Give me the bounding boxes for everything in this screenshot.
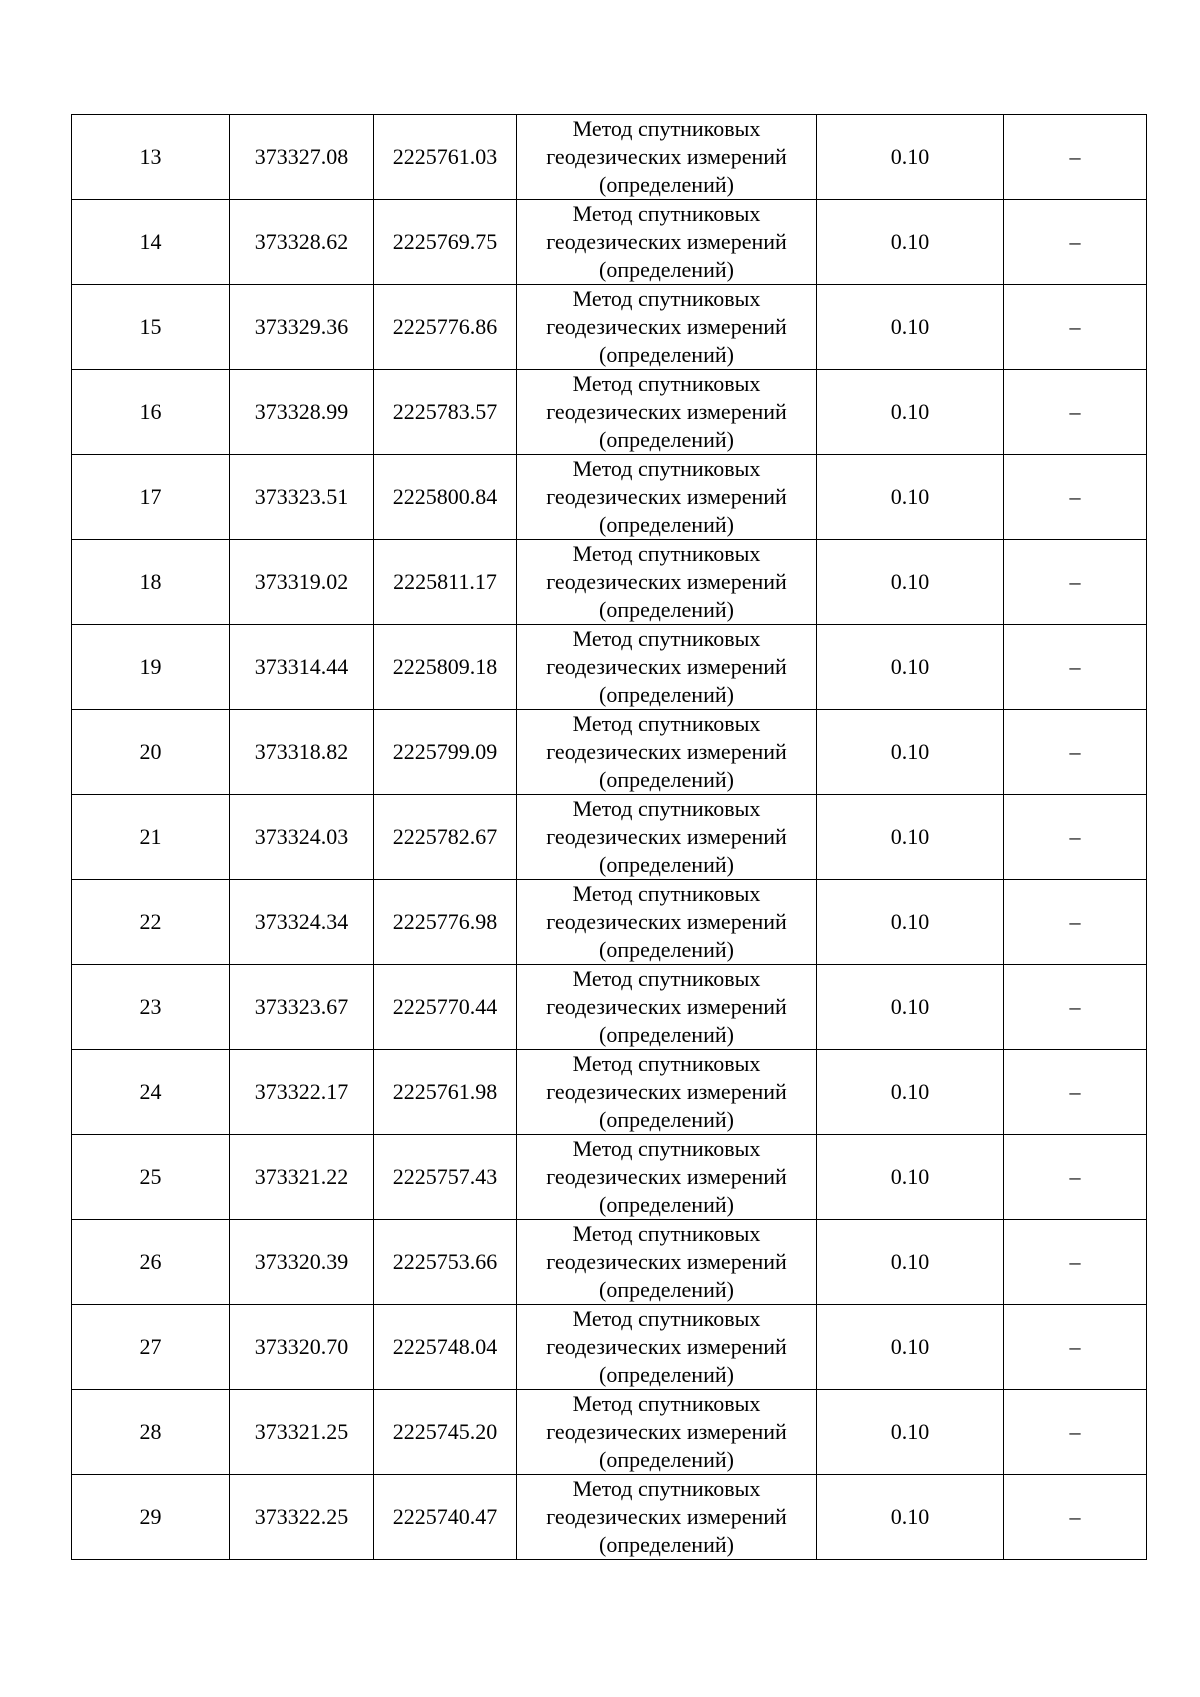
note-cell: – bbox=[1004, 1135, 1147, 1220]
method-text-line: геодезических измерений bbox=[546, 569, 787, 594]
method-text-line: (определений) bbox=[599, 852, 734, 877]
method-text-line: Метод спутниковых bbox=[572, 711, 761, 736]
point-number-cell: 27 bbox=[72, 1305, 230, 1390]
method-text-line: Метод спутниковых bbox=[572, 1306, 761, 1331]
method-cell bbox=[517, 965, 817, 1050]
point-number-cell: 17 bbox=[72, 455, 230, 540]
method-text-line: (определений) bbox=[599, 1362, 734, 1387]
accuracy-cell: 0.10 bbox=[817, 710, 1004, 795]
method-text-line: (определений) bbox=[599, 1532, 734, 1557]
table-row bbox=[72, 200, 1147, 285]
table-row bbox=[72, 1305, 1147, 1390]
coordinate-y-cell: 2225809.18 bbox=[374, 625, 517, 710]
table-row bbox=[72, 1220, 1147, 1305]
method-cell bbox=[517, 625, 817, 710]
note-cell: – bbox=[1004, 965, 1147, 1050]
note-cell: – bbox=[1004, 1305, 1147, 1390]
method-text-line: Метод спутниковых bbox=[572, 116, 761, 141]
method-text-line: геодезических измерений bbox=[546, 1249, 787, 1274]
method-text-line: (определений) bbox=[599, 1192, 734, 1217]
method-text-line: (определений) bbox=[599, 427, 734, 452]
method-text-line: геодезических измерений bbox=[546, 824, 787, 849]
method-text-line: Метод спутниковых bbox=[572, 201, 761, 226]
method-cell bbox=[517, 540, 817, 625]
method-text-line: (определений) bbox=[599, 682, 734, 707]
table-row bbox=[72, 710, 1147, 795]
accuracy-cell: 0.10 bbox=[817, 1220, 1004, 1305]
accuracy-cell: 0.10 bbox=[817, 625, 1004, 710]
method-text-line: Метод спутниковых bbox=[572, 1136, 761, 1161]
table-row bbox=[72, 540, 1147, 625]
coordinate-x-cell: 373323.51 bbox=[230, 455, 374, 540]
method-text-line: Метод спутниковых bbox=[572, 456, 761, 481]
method-cell bbox=[517, 1305, 817, 1390]
point-number-cell: 16 bbox=[72, 370, 230, 455]
method-text-line: Метод спутниковых bbox=[572, 881, 761, 906]
note-cell: – bbox=[1004, 285, 1147, 370]
coordinate-y-cell: 2225799.09 bbox=[374, 710, 517, 795]
method-cell bbox=[517, 795, 817, 880]
method-text-line: Метод спутниковых bbox=[572, 1391, 761, 1416]
coordinate-x-cell: 373324.03 bbox=[230, 795, 374, 880]
note-cell: – bbox=[1004, 795, 1147, 880]
accuracy-cell: 0.10 bbox=[817, 285, 1004, 370]
method-cell bbox=[517, 115, 817, 200]
coordinate-x-cell: 373318.82 bbox=[230, 710, 374, 795]
method-cell bbox=[517, 455, 817, 540]
coordinate-y-cell: 2225811.17 bbox=[374, 540, 517, 625]
point-number-cell: 18 bbox=[72, 540, 230, 625]
accuracy-cell: 0.10 bbox=[817, 1135, 1004, 1220]
method-text-line: Метод спутниковых bbox=[572, 626, 761, 651]
coordinate-y-cell: 2225770.44 bbox=[374, 965, 517, 1050]
point-number-cell: 19 bbox=[72, 625, 230, 710]
point-number-cell: 14 bbox=[72, 200, 230, 285]
method-text-line: (определений) bbox=[599, 1277, 734, 1302]
method-cell bbox=[517, 710, 817, 795]
method-cell bbox=[517, 285, 817, 370]
table-row bbox=[72, 115, 1147, 200]
method-text-line: Метод спутниковых bbox=[572, 796, 761, 821]
coordinate-x-cell: 373322.17 bbox=[230, 1050, 374, 1135]
method-cell bbox=[517, 1050, 817, 1135]
method-text-line: (определений) bbox=[599, 767, 734, 792]
accuracy-cell: 0.10 bbox=[817, 795, 1004, 880]
method-text-line: (определений) bbox=[599, 1447, 734, 1472]
coordinate-x-cell: 373327.08 bbox=[230, 115, 374, 200]
note-cell: – bbox=[1004, 1475, 1147, 1560]
method-text-line: геодезических измерений bbox=[546, 739, 787, 764]
point-number-cell: 15 bbox=[72, 285, 230, 370]
method-text-line: (определений) bbox=[599, 257, 734, 282]
coordinate-x-cell: 373320.70 bbox=[230, 1305, 374, 1390]
accuracy-cell: 0.10 bbox=[817, 1050, 1004, 1135]
note-cell: – bbox=[1004, 200, 1147, 285]
coordinate-x-cell: 373314.44 bbox=[230, 625, 374, 710]
method-text-line: Метод спутниковых bbox=[572, 286, 761, 311]
coordinate-x-cell: 373329.36 bbox=[230, 285, 374, 370]
table-row bbox=[72, 625, 1147, 710]
coordinate-y-cell: 2225769.75 bbox=[374, 200, 517, 285]
method-text-line: геодезических измерений bbox=[546, 1504, 787, 1529]
coordinate-x-cell: 373319.02 bbox=[230, 540, 374, 625]
note-cell: – bbox=[1004, 455, 1147, 540]
method-text-line: геодезических измерений bbox=[546, 1079, 787, 1104]
method-cell bbox=[517, 200, 817, 285]
point-number-cell: 24 bbox=[72, 1050, 230, 1135]
method-text-line: Метод спутниковых bbox=[572, 1476, 761, 1501]
point-number-cell: 22 bbox=[72, 880, 230, 965]
coordinate-x-cell: 373328.99 bbox=[230, 370, 374, 455]
method-cell bbox=[517, 880, 817, 965]
coordinate-x-cell: 373323.67 bbox=[230, 965, 374, 1050]
coordinate-y-cell: 2225783.57 bbox=[374, 370, 517, 455]
coordinate-x-cell: 373321.22 bbox=[230, 1135, 374, 1220]
coordinate-y-cell: 2225753.66 bbox=[374, 1220, 517, 1305]
table-row bbox=[72, 370, 1147, 455]
coordinate-y-cell: 2225776.86 bbox=[374, 285, 517, 370]
method-text-line: (определений) bbox=[599, 342, 734, 367]
table-row bbox=[72, 1475, 1147, 1560]
accuracy-cell: 0.10 bbox=[817, 540, 1004, 625]
point-number-cell: 25 bbox=[72, 1135, 230, 1220]
method-cell bbox=[517, 1135, 817, 1220]
accuracy-cell: 0.10 bbox=[817, 965, 1004, 1050]
point-number-cell: 29 bbox=[72, 1475, 230, 1560]
method-text-line: Метод спутниковых bbox=[572, 1051, 761, 1076]
coordinate-x-cell: 373320.39 bbox=[230, 1220, 374, 1305]
method-cell bbox=[517, 1220, 817, 1305]
coordinate-x-cell: 373322.25 bbox=[230, 1475, 374, 1560]
method-cell bbox=[517, 1390, 817, 1475]
table-row bbox=[72, 795, 1147, 880]
table-body bbox=[72, 115, 1147, 1560]
method-text-line: (определений) bbox=[599, 597, 734, 622]
table-row bbox=[72, 285, 1147, 370]
coordinate-y-cell: 2225761.03 bbox=[374, 115, 517, 200]
method-text-line: Метод спутниковых bbox=[572, 541, 761, 566]
accuracy-cell: 0.10 bbox=[817, 200, 1004, 285]
method-text-line: (определений) bbox=[599, 1107, 734, 1132]
coordinate-y-cell: 2225757.43 bbox=[374, 1135, 517, 1220]
method-text-line: геодезических измерений bbox=[546, 994, 787, 1019]
coordinate-y-cell: 2225782.67 bbox=[374, 795, 517, 880]
method-text-line: геодезических измерений bbox=[546, 144, 787, 169]
accuracy-cell: 0.10 bbox=[817, 880, 1004, 965]
coordinate-y-cell: 2225761.98 bbox=[374, 1050, 517, 1135]
note-cell: – bbox=[1004, 115, 1147, 200]
note-cell: – bbox=[1004, 540, 1147, 625]
accuracy-cell: 0.10 bbox=[817, 1305, 1004, 1390]
accuracy-cell: 0.10 bbox=[817, 115, 1004, 200]
method-text-line: геодезических измерений bbox=[546, 654, 787, 679]
note-cell: – bbox=[1004, 1050, 1147, 1135]
note-cell: – bbox=[1004, 370, 1147, 455]
note-cell: – bbox=[1004, 710, 1147, 795]
table-row bbox=[72, 1135, 1147, 1220]
method-text-line: (определений) bbox=[599, 512, 734, 537]
method-cell bbox=[517, 1475, 817, 1560]
method-text-line: геодезических измерений bbox=[546, 399, 787, 424]
table-row bbox=[72, 455, 1147, 540]
coordinate-y-cell: 2225745.20 bbox=[374, 1390, 517, 1475]
coordinate-x-cell: 373328.62 bbox=[230, 200, 374, 285]
point-number-cell: 13 bbox=[72, 115, 230, 200]
method-text-line: (определений) bbox=[599, 937, 734, 962]
accuracy-cell: 0.10 bbox=[817, 370, 1004, 455]
method-text-line: геодезических измерений bbox=[546, 1164, 787, 1189]
accuracy-cell: 0.10 bbox=[817, 455, 1004, 540]
coordinates-table bbox=[71, 114, 1147, 1560]
method-cell bbox=[517, 370, 817, 455]
coordinate-y-cell: 2225800.84 bbox=[374, 455, 517, 540]
method-text-line: геодезических измерений bbox=[546, 484, 787, 509]
method-text-line: (определений) bbox=[599, 172, 734, 197]
point-number-cell: 23 bbox=[72, 965, 230, 1050]
method-text-line: геодезических измерений bbox=[546, 1419, 787, 1444]
method-text-line: Метод спутниковых bbox=[572, 371, 761, 396]
accuracy-cell: 0.10 bbox=[817, 1390, 1004, 1475]
point-number-cell: 28 bbox=[72, 1390, 230, 1475]
method-text-line: геодезических измерений bbox=[546, 229, 787, 254]
method-text-line: геодезических измерений bbox=[546, 909, 787, 934]
note-cell: – bbox=[1004, 625, 1147, 710]
coordinate-x-cell: 373324.34 bbox=[230, 880, 374, 965]
coordinate-y-cell: 2225748.04 bbox=[374, 1305, 517, 1390]
method-text-line: (определений) bbox=[599, 1022, 734, 1047]
accuracy-cell: 0.10 bbox=[817, 1475, 1004, 1560]
point-number-cell: 21 bbox=[72, 795, 230, 880]
point-number-cell: 20 bbox=[72, 710, 230, 795]
table-row bbox=[72, 880, 1147, 965]
method-text-line: Метод спутниковых bbox=[572, 966, 761, 991]
note-cell: – bbox=[1004, 1220, 1147, 1305]
note-cell: – bbox=[1004, 1390, 1147, 1475]
table-row bbox=[72, 965, 1147, 1050]
coordinate-x-cell: 373321.25 bbox=[230, 1390, 374, 1475]
table-row bbox=[72, 1050, 1147, 1135]
table-row bbox=[72, 1390, 1147, 1475]
method-text-line: геодезических измерений bbox=[546, 1334, 787, 1359]
note-cell: – bbox=[1004, 880, 1147, 965]
coordinate-y-cell: 2225776.98 bbox=[374, 880, 517, 965]
method-text-line: геодезических измерений bbox=[546, 314, 787, 339]
method-text-line: Метод спутниковых bbox=[572, 1221, 761, 1246]
point-number-cell: 26 bbox=[72, 1220, 230, 1305]
coordinate-y-cell: 2225740.47 bbox=[374, 1475, 517, 1560]
